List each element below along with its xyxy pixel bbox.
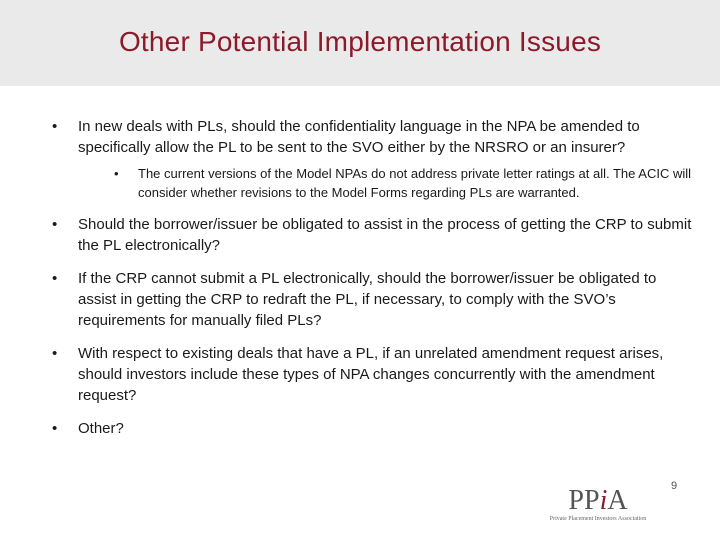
bullet-text: With respect to existing deals that have a PL, if an unrelated amendment request arises, should investors include these types of NPA changes concurrently with the amendment request? xyxy=(78,345,664,404)
ppia-logo-tagline: Private Placement Investors Association xyxy=(549,516,647,522)
bullet-text: If the CRP cannot submit a PL electronically, should the borrower/issuer be obligated to assist in getting the CRP to redraft the PL, if necessary, to comply with the SVO’s requirements for manually filed PLs? xyxy=(78,270,657,329)
bullet-icon: • xyxy=(52,216,58,233)
bullet-item xyxy=(52,343,692,406)
bullet-text: Should the borrower/issuer be obligated to assist in the process of getting the CRP to submit the PL electronically? xyxy=(78,216,692,254)
bullet-list xyxy=(52,116,692,451)
sub-bullet-item xyxy=(78,164,692,202)
bullet-icon: • xyxy=(52,345,58,362)
bullet-text: Other? xyxy=(78,420,124,437)
slide-title: Other Potential Implementation Issues xyxy=(118,26,602,57)
sub-bullet-icon: • xyxy=(114,166,119,181)
bullet-text: In new deals with PLs, should the confidentiality language in the NPA be amended to specifically allow the PL to be sent to the SVO either by the NRSRO or an insurer? xyxy=(78,118,640,156)
bullet-item xyxy=(52,418,692,439)
page-number: 9 xyxy=(670,480,678,492)
bullet-icon: • xyxy=(52,118,58,135)
ppia-logo xyxy=(536,486,660,528)
bullet-icon: • xyxy=(52,420,58,437)
sub-bullet-text: The current versions of the Model NPAs do not address private letter ratings at all. The ACIC will consider whether revisions to the Model Forms regarding PLs are warranted. xyxy=(138,166,691,200)
bullet-icon: • xyxy=(52,270,58,287)
ppia-logo-mark: PPiA xyxy=(568,485,628,516)
bullet-item xyxy=(52,116,692,202)
bullet-item xyxy=(52,214,692,256)
bullet-item xyxy=(52,268,692,331)
